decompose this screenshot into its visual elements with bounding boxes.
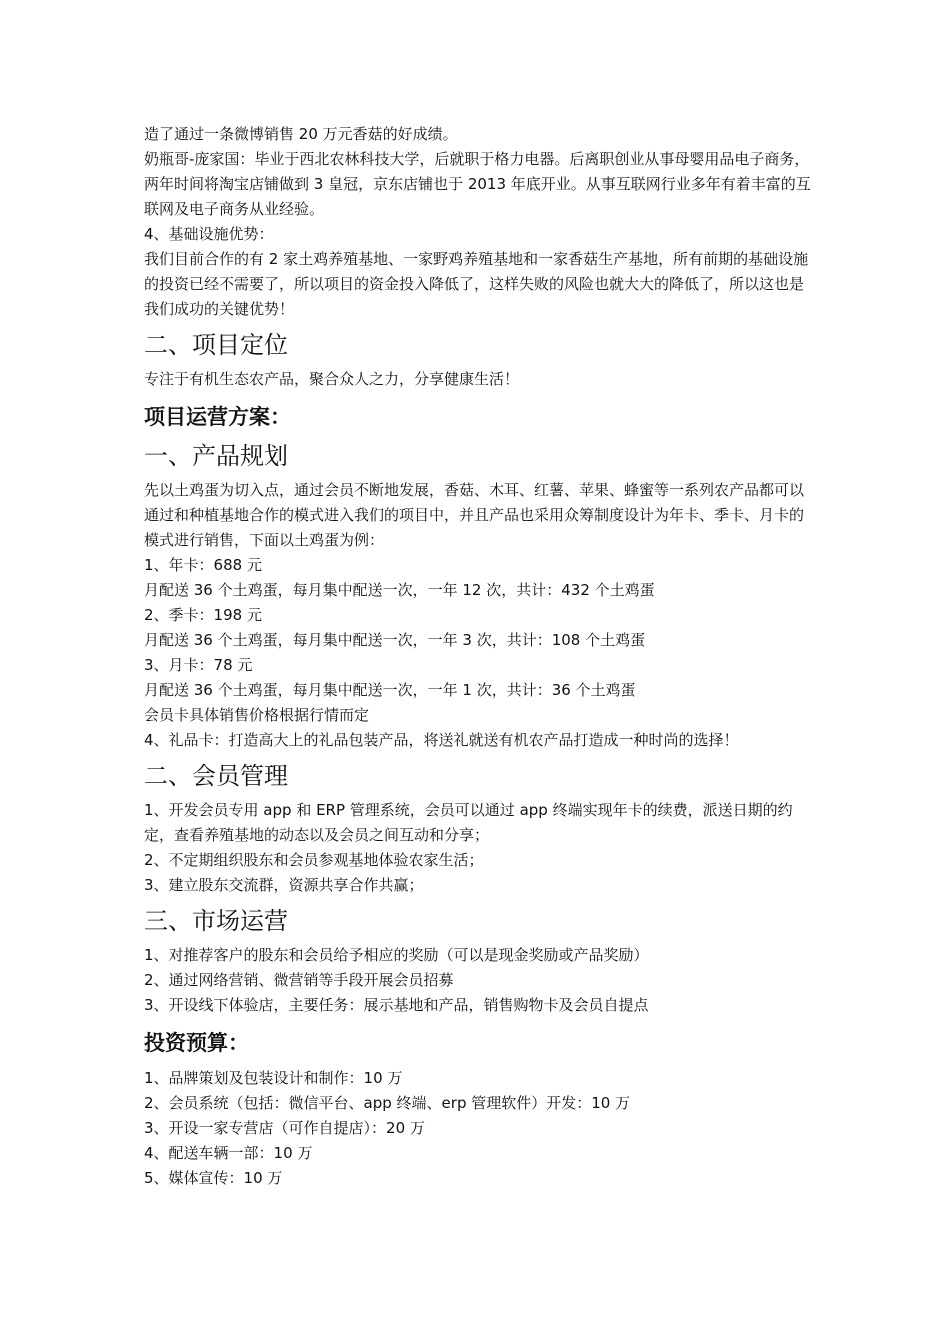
budget-line: 2、会员系统（包括：微信平台、app 终端、erp 管理软件）开发：10 万 bbox=[144, 1094, 631, 1112]
market-line: 3、开设线下体验店，主要任务：展示基地和产品，销售购物卡及会员自提点 bbox=[144, 996, 649, 1014]
budget-line: 1、品牌策划及包装设计和制作：10 万 bbox=[144, 1069, 403, 1087]
positioning-text: 专注于有机生态农产品，聚合众人之力，分享健康生活！ bbox=[144, 370, 520, 388]
product-line: 4、礼品卡：打造高大上的礼品包装产品，将送礼就送有机农产品打造成一种时尚的选择！ bbox=[144, 731, 739, 749]
member-line: 1、开发会员专用 app 和 ERP 管理系统，会员可以通过 app 终端实现年卡的续费，派送日期的约定，查看养殖基地的动态以及会员之间互动和分享； bbox=[144, 801, 793, 844]
product-line: 先以土鸡蛋为切入点，通过会员不断地发展，香菇、木耳、红薯、苹果、蜂蜜等一系列农产品都可以通过和种植基地合作的模式进入我们的项目中，并且产品也采用众筹制度设计为年卡、季卡、月卡的模式进行销售，下面以土鸡蛋为例： bbox=[144, 481, 805, 549]
product-line: 3、月卡：78 元 bbox=[144, 656, 253, 674]
market-line: 2、通过网络营销、微营销等手段开展会员招募 bbox=[144, 971, 454, 989]
product-line: 月配送 36 个土鸡蛋，每月集中配送一次，一年 12 次，共计：432 个土鸡蛋 bbox=[144, 581, 655, 599]
intro-paragraph: 我们目前合作的有 2 家土鸡养殖基地、一家野鸡养殖基地和一家香菇生产基地，所有前期的基础设施的投资已经不需要了，所以项目的资金投入降低了，这样失败的风险也就大大的降低了，所以这也是我们成功的关键优势！ bbox=[144, 250, 809, 318]
section-heading-member: 二、会员管理 bbox=[144, 762, 288, 790]
product-line: 1、年卡：688 元 bbox=[144, 556, 262, 574]
intro-paragraph: 造了通过一条微博销售 20 万元香菇的好成绩。 bbox=[144, 125, 458, 143]
member-line: 3、建立股东交流群，资源共享合作共赢； bbox=[144, 876, 424, 894]
product-line: 月配送 36 个土鸡蛋，每月集中配送一次，一年 3 次，共计：108 个土鸡蛋 bbox=[144, 631, 646, 649]
document-page bbox=[144, 122, 812, 1191]
budget-line: 5、媒体宣传：10 万 bbox=[144, 1169, 283, 1187]
market-line: 1、对推荐客户的股东和会员给予相应的奖励（可以是现金奖励或产品奖励） bbox=[144, 946, 649, 964]
operations-plan-title: 项目运营方案： bbox=[144, 405, 291, 429]
section-heading-positioning: 二、项目定位 bbox=[144, 331, 288, 359]
member-line: 2、不定期组织股东和会员参观基地体验农家生活； bbox=[144, 851, 484, 869]
intro-paragraph: 奶瓶哥-庞家国：毕业于西北农林科技大学，后就职于格力电器。后离职创业从事母婴用品电子商务，两年时间将淘宝店铺做到 3 皇冠，京东店铺也于 2013 年底开业。从事互联网行业多年有着丰富的互联网及电子商务从业经验。 bbox=[144, 150, 811, 218]
budget-line: 3、开设一家专营店（可作自提店）：20 万 bbox=[144, 1119, 425, 1137]
intro-paragraph: 4、基础设施优势： bbox=[144, 225, 274, 243]
product-line: 月配送 36 个土鸡蛋，每月集中配送一次，一年 1 次，共计：36 个土鸡蛋 bbox=[144, 681, 636, 699]
section-heading-product: 一、产品规划 bbox=[144, 442, 288, 470]
product-line: 会员卡具体销售价格根据行情而定 bbox=[144, 706, 370, 724]
budget-title: 投资预算： bbox=[144, 1031, 249, 1055]
product-line: 2、季卡：198 元 bbox=[144, 606, 262, 624]
section-heading-market: 三、市场运营 bbox=[144, 907, 288, 935]
budget-line: 4、配送车辆一部：10 万 bbox=[144, 1144, 313, 1162]
